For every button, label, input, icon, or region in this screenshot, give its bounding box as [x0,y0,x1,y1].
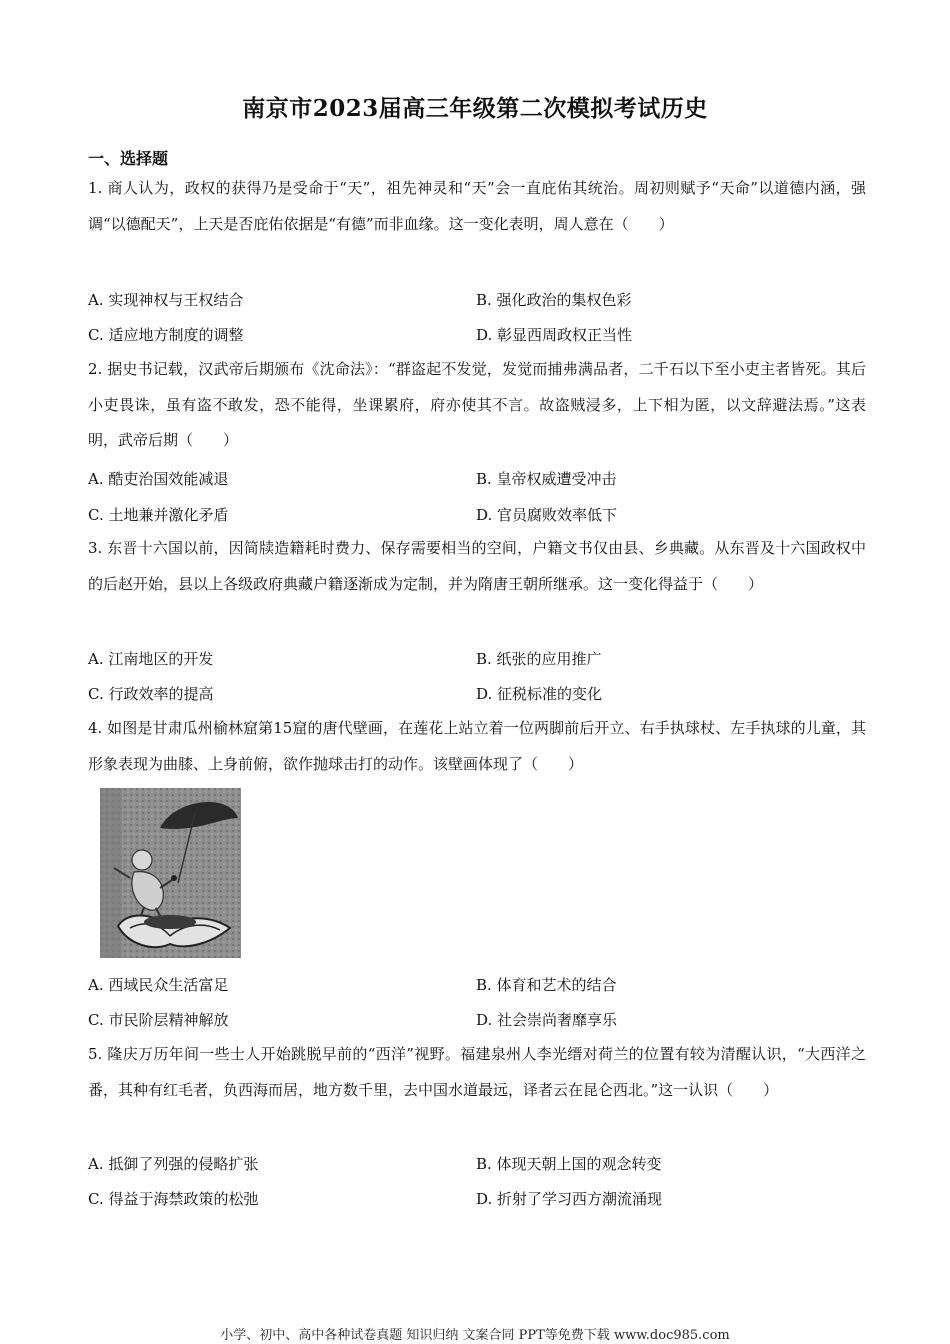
question-5-option-c: C. 得益于海禁政策的松弛 [88,1190,259,1208]
question-5-stem: 5. 隆庆万历年间一些士人开始跳脱早前的“西洋”视野。福建泉州人李光缙对荷兰的位置有较为清醒认识，“大西洋之番，其种有红毛者，负西海而居，地方数千里，去中国水道最远，译者云在昆仑西北。”这一认识（ ） [88,1045,866,1099]
question-3-option-c: C. 行政效率的提高 [88,685,214,703]
question-2-option-b: B. 皇帝权威遭受冲击 [476,470,617,488]
question-5-option-d: D. 折射了学习西方潮流涌现 [476,1190,663,1208]
question-1-option-d: D. 彰显西周政权正当性 [476,326,633,344]
question-1-option-a: A. 实现神权与王权结合 [88,291,244,309]
question-4-stem: 4. 如图是甘肃瓜州榆林窟第15窟的唐代壁画，在莲花上站立着一位两脚前后开立、右手执球杖、左手执球的儿童，其形象表现为曲膝、上身前俯，欲作抛球击打的动作。该壁画体现了（ ） [88,719,866,773]
question-1-option-c: C. 适应地方制度的调整 [88,326,244,344]
question-3-option-b: B. 纸张的应用推广 [476,650,602,668]
page-footer: 小学、初中、高中各种试卷真题 知识归纳 文案合同 PPT等免费下载 www.doc985.com [220,1328,730,1343]
mural-image [100,788,241,958]
question-4-option-c: C. 市民阶层精神解放 [88,1011,229,1029]
page-title: 南京市2023届高三年级第二次模拟考试历史 [242,95,708,122]
question-4-option-d: D. 社会崇尚奢靡享乐 [476,1011,618,1029]
section-heading: 一、选择题 [88,149,169,168]
mural-illustration [100,788,241,958]
question-5-option-b: B. 体现天朝上国的观念转变 [476,1155,662,1173]
question-4-option-b: B. 体育和艺术的结合 [476,976,617,994]
question-2-option-a: A. 酷吏治国效能减退 [88,470,229,488]
question-2-option-c: C. 土地兼并激化矛盾 [88,506,229,524]
question-2-stem: 2. 据史书记载，汉武帝后期颁布《沈命法》：“群盗起不发觉，发觉而捕弗满品者，二千石以下至小吏主者皆死。其后小吏畏诛，虽有盗不敢发，恐不能得，坐课累府，府亦使其不言。故盗贼浸多，上下相为匿，以文辞避法焉。”这表明，武帝后期（ ） [88,360,866,449]
question-1-stem: 1. 商人认为，政权的获得乃是受命于“天”，祖先神灵和“天”会一直庇佑其统治。周初则赋予“天命”以道德内涵，强调“以德配天”，上天是否庇佑依据是“有德”而非血缘。这一变化表明，周人意在（ ） [88,179,866,233]
question-2-option-d: D. 官员腐败效率低下 [476,506,618,524]
question-4-option-a: A. 西域民众生活富足 [88,976,229,994]
question-3-stem: 3. 东晋十六国以前，因简牍造籍耗时费力、保存需要相当的空间，户籍文书仅由县、乡典藏。从东晋及十六国政权中的后赵开始，县以上各级政府典藏户籍逐渐成为定制，并为隋唐王朝所继承。这一变化得益于（ ） [88,539,866,593]
question-1-option-b: B. 强化政治的集权色彩 [476,291,632,309]
question-3-option-d: D. 征税标准的变化 [476,685,603,703]
question-5-option-a: A. 抵御了列强的侵略扩张 [88,1155,259,1173]
question-3-option-a: A. 江南地区的开发 [88,650,214,668]
